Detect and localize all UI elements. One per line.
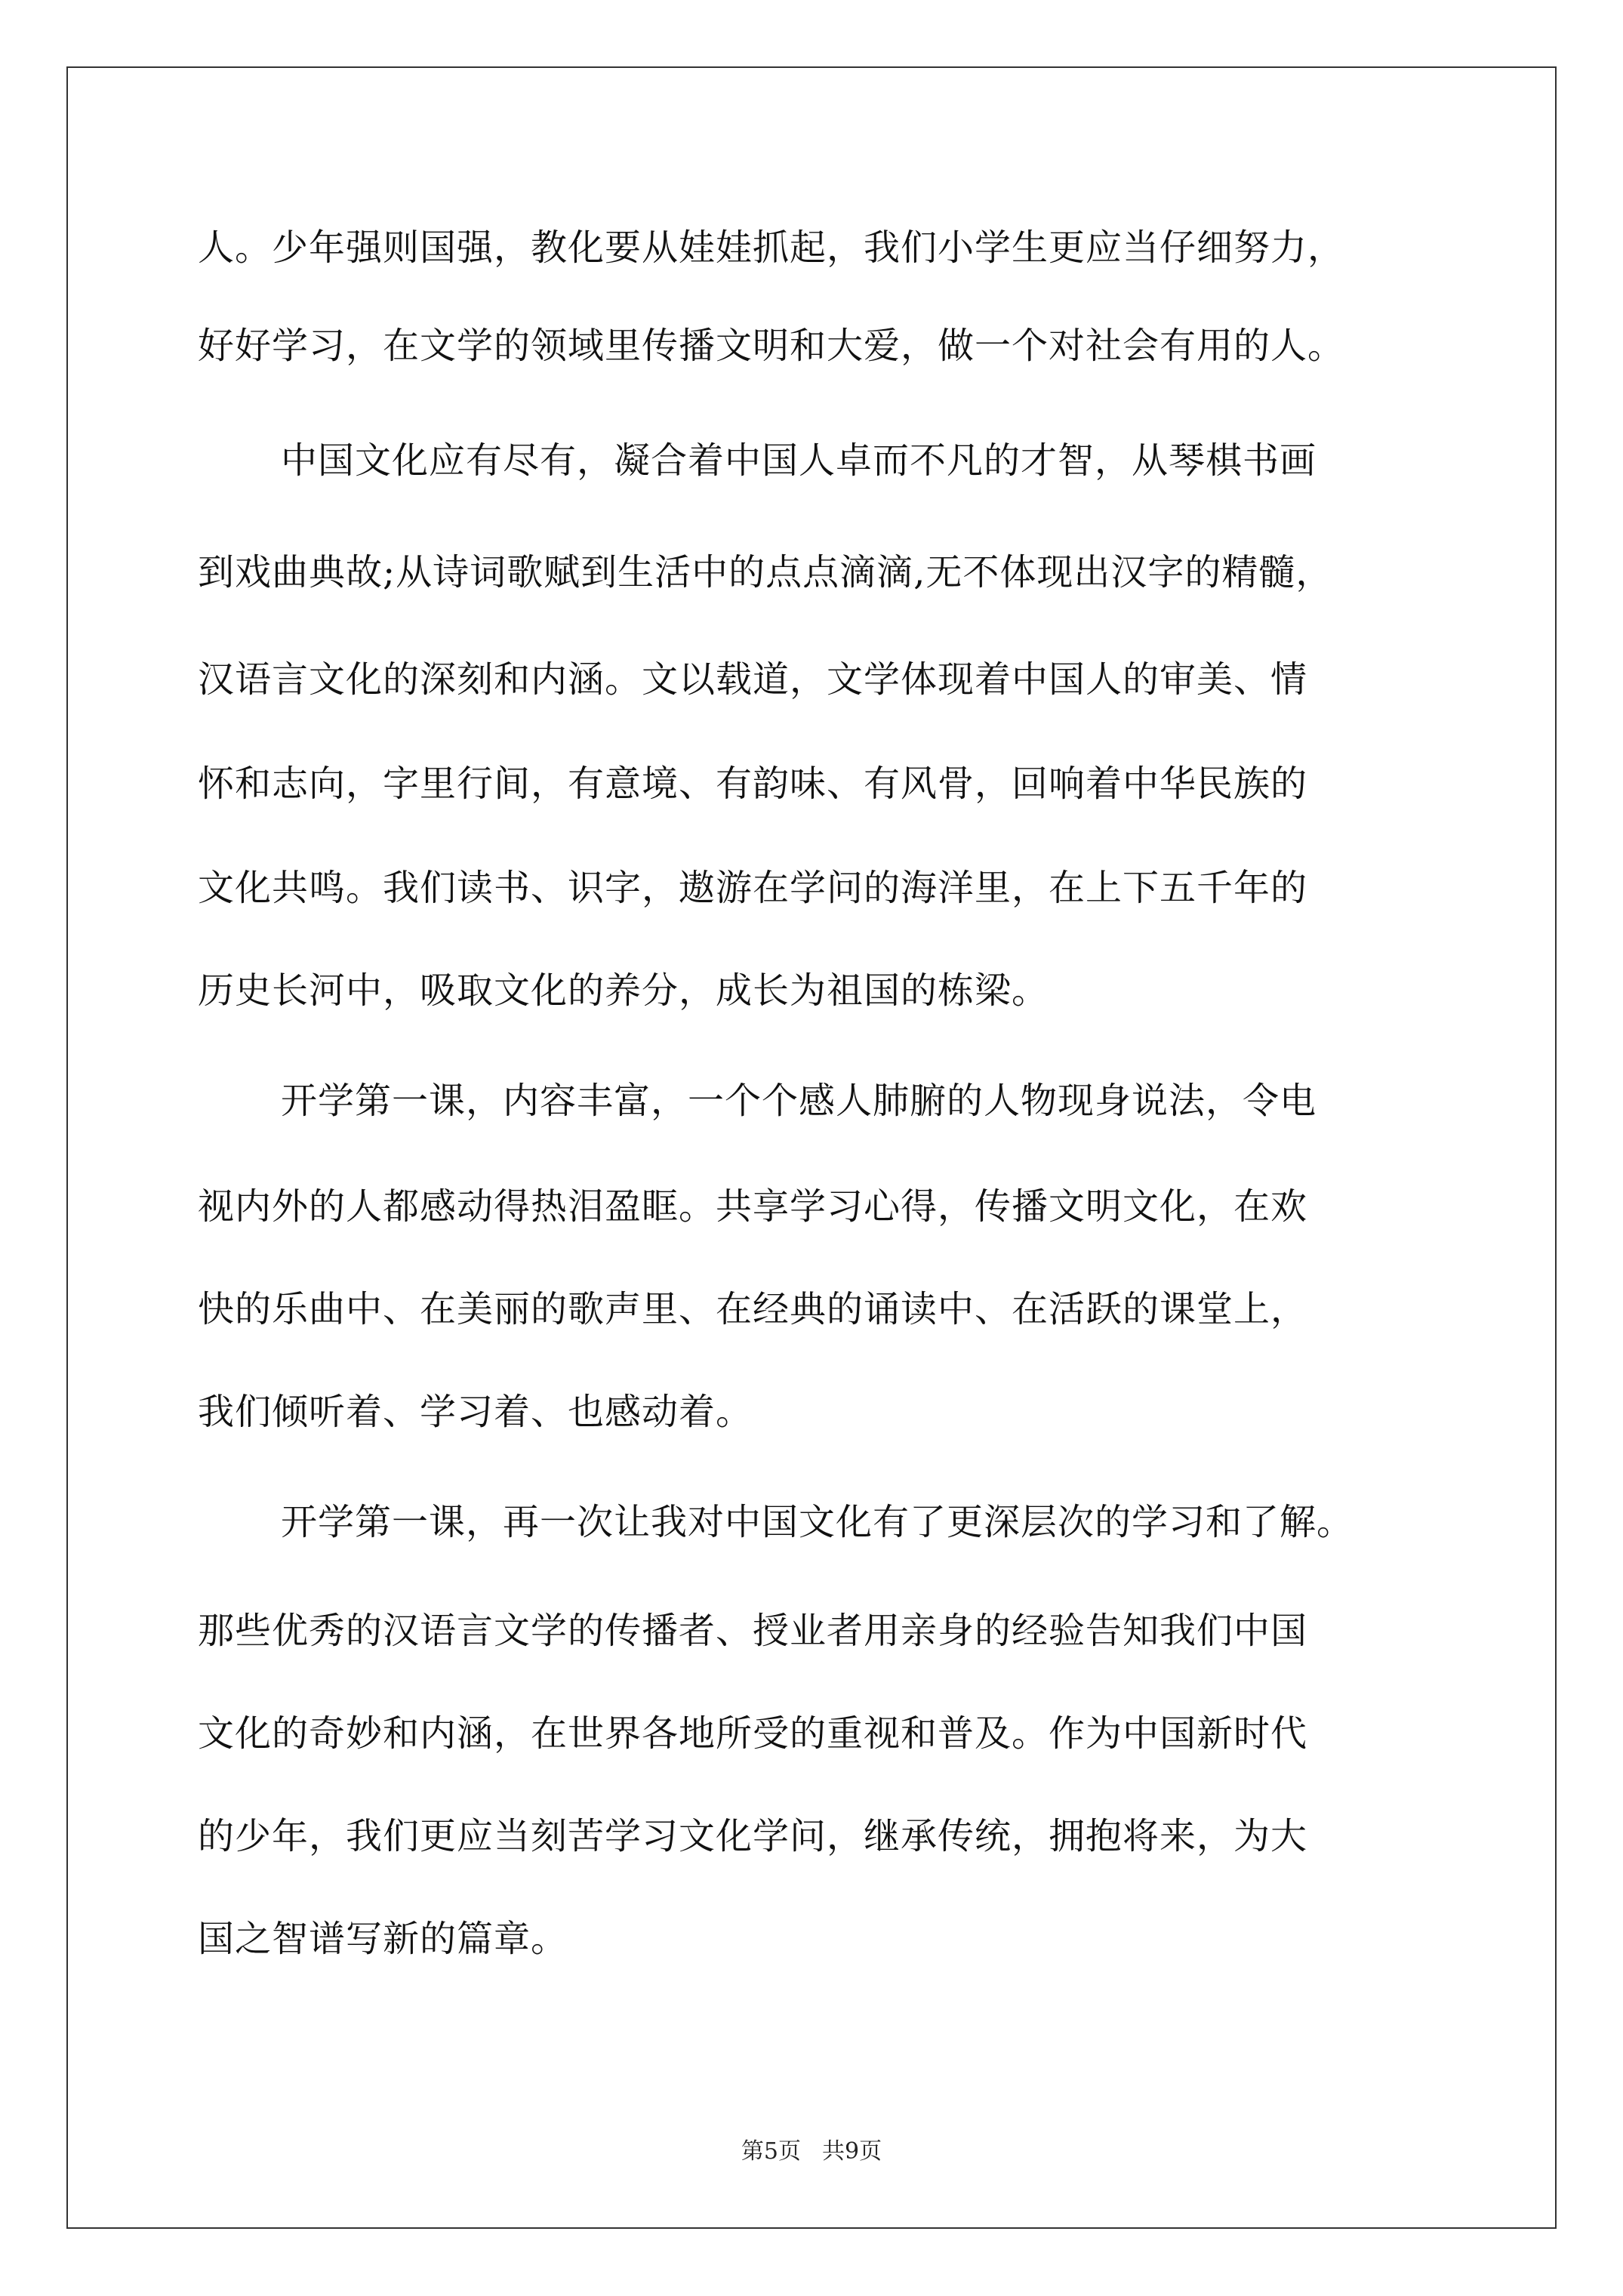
- text-line: 国之智谱写新的篇章。: [198, 1918, 568, 1960]
- paragraph-start-line: 开学第一课，再一次让我对中国文化有了更深层次的学习和了解。: [281, 1501, 1354, 1543]
- text-line: 历史长河中，吸取文化的养分，成长为祖国的栋梁。: [198, 969, 1049, 1012]
- text-line: 快的乐曲中、在美丽的歌声里、在经典的诵读中、在活跃的课堂上，: [198, 1288, 1308, 1330]
- text-line: 我们倾听着、学习着、也感动着。: [198, 1391, 753, 1433]
- text-line: 汉语言文化的深刻和内涵。文以载道，文学体现着中国人的审美、情: [198, 658, 1308, 701]
- page-border: [66, 66, 1557, 2229]
- text-line: 的少年，我们更应当刻苦学习文化学问，继承传统，拥抱将来，为大: [198, 1815, 1308, 1857]
- page-footer: [0, 2138, 1623, 2165]
- text-line: 视内外的人都感动得热泪盈眶。共享学习心得，传播文明文化，在欢: [198, 1185, 1308, 1228]
- text-line: 怀和志向，字里行间，有意境、有韵味、有风骨，回响着中华民族的: [198, 763, 1308, 805]
- text-line: 好好学习，在文学的领域里传播文明和大爱，做一个对社会有用的人。: [198, 325, 1345, 367]
- text-line: 到戏曲典故;从诗词歌赋到生活中的点点滴滴,无不体现出汉字的精髓，: [198, 551, 1333, 593]
- text-line: 人。少年强则国强，教化要从娃娃抓起，我们小学生更应当仔细努力，: [198, 227, 1345, 269]
- page-current-number: 第5页: [741, 2138, 801, 2165]
- text-line: 文化的奇妙和内涵，在世界各地所受的重视和普及。作为中国新时代: [198, 1712, 1308, 1755]
- text-line: 文化共鸣。我们读书、识字，遨游在学问的海洋里，在上下五千年的: [198, 867, 1308, 909]
- paragraph-start-line: 中国文化应有尽有，凝合着中国人卓而不凡的才智，从琴棋书画: [281, 439, 1317, 482]
- page-total-count: 共9页: [822, 2138, 882, 2165]
- text-line: 那些优秀的汉语言文学的传播者、授业者用亲身的经验告知我们中国: [198, 1610, 1308, 1652]
- paragraph-start-line: 开学第一课，内容丰富，一个个感人肺腑的人物现身说法，令电: [281, 1080, 1317, 1122]
